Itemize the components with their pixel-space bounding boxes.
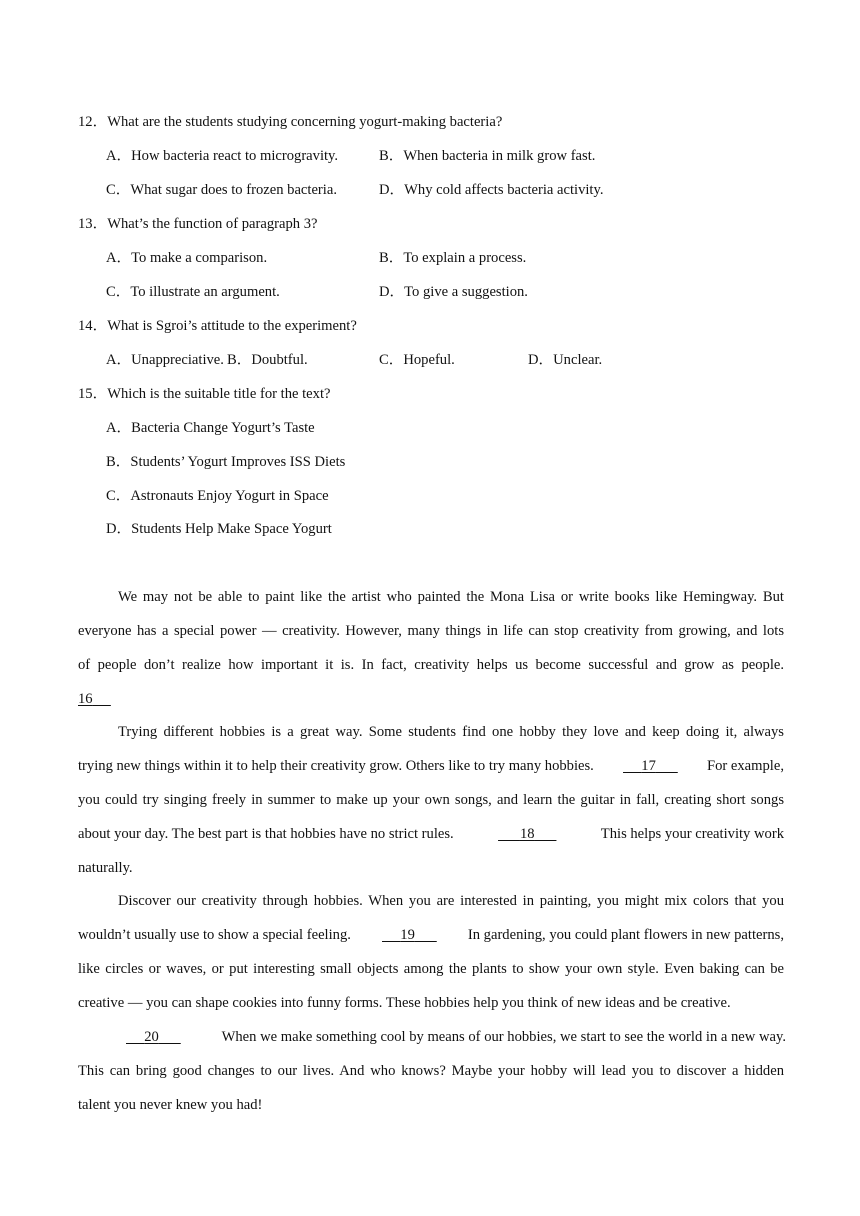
question-12-stem: 12．What are the students studying concerning yogurt-making bacteria? xyxy=(78,114,503,130)
blank-16[interactable]: 16 xyxy=(78,691,93,707)
question-15-option-d[interactable]: D．Students Help Make Space Yogurt xyxy=(106,521,332,537)
p1-line-1: We may not be able to paint like the artist who painted the Mona Lisa or write books like Hemingway. But xyxy=(118,589,784,605)
p1-line-3: of people don’t realize how important it is. In fact, creativity helps us become successful and grow as people. xyxy=(78,657,784,673)
question-13-option-c[interactable]: C．To illustrate an argument. xyxy=(106,284,280,300)
question-12-option-d[interactable]: D．Why cold affects bacteria activity. xyxy=(379,182,604,198)
p3-line-2b: In gardening, you could plant flowers in new patterns, xyxy=(467,927,784,943)
p2-line-4a: about your day. The best part is that hobbies have no strict rules. xyxy=(78,826,454,842)
p2-line-1: Trying different hobbies is a great way. Some students find one hobby they love and keep doing it, always xyxy=(118,724,784,740)
p1-line-2: everyone has a special power — creativity. However, many things in life can stop creativity from growing, and lots xyxy=(78,623,784,639)
question-13-option-b[interactable]: B．To explain a process. xyxy=(379,250,527,266)
p3-line-1: Discover our creativity through hobbies. When you are interested in painting, you might mix colors that you xyxy=(118,893,784,909)
p3-line-4: creative — you can shape cookies into funny forms. These hobbies help you think of new ideas and be creative. xyxy=(78,995,731,1011)
blank-19[interactable]: 19 xyxy=(400,927,415,943)
blank-20[interactable]: 20 xyxy=(144,1029,159,1045)
question-14-option-c[interactable]: C．Hopeful. xyxy=(379,352,455,368)
question-12-option-b[interactable]: B．When bacteria in milk grow fast. xyxy=(379,148,596,164)
p3-line-2a: wouldn’t usually use to show a special feeling. xyxy=(78,927,351,943)
blank-17[interactable]: 17 xyxy=(641,758,656,774)
question-14-option-b[interactable]: B．Doubtful. xyxy=(227,352,308,368)
question-14-option-d[interactable]: D．Unclear. xyxy=(528,352,603,368)
question-12-option-c[interactable]: C．What sugar does to frozen bacteria. xyxy=(106,182,337,198)
question-13-stem: 13．What’s the function of paragraph 3? xyxy=(78,216,318,232)
p4-line-2: This can bring good changes to our lives. And who knows? Maybe your hobby will lead you to discover a hidden xyxy=(78,1063,784,1079)
question-15-option-c[interactable]: C．Astronauts Enjoy Yogurt in Space xyxy=(106,488,329,504)
question-15-option-b[interactable]: B．Students’ Yogurt Improves ISS Diets xyxy=(106,454,346,470)
p4-line-1: When we make something cool by means of our hobbies, we start to see the world in a new way. xyxy=(221,1029,786,1045)
question-12-option-a[interactable]: A．How bacteria react to microgravity. xyxy=(106,148,339,164)
p2-line-2b: For example, xyxy=(706,758,784,774)
question-14-stem: 14．What is Sgroi’s attitude to the experiment? xyxy=(78,318,357,334)
question-15-option-a[interactable]: A．Bacteria Change Yogurt’s Taste xyxy=(106,420,315,436)
p2-line-2a: trying new things within it to help their creativity grow. Others like to try many hobbies. xyxy=(78,758,594,774)
question-13-option-a[interactable]: A．To make a comparison. xyxy=(106,250,268,266)
question-15-stem: 15．Which is the suitable title for the text? xyxy=(78,386,331,402)
p2-line-5: naturally. xyxy=(78,860,133,876)
p3-line-3: like circles or waves, or put interesting small objects among the plants to show your own style. Even baking can be xyxy=(78,961,784,977)
question-14-option-a[interactable]: A．Unappreciative. xyxy=(106,352,224,368)
p2-line-4b: This helps your creativity work xyxy=(600,826,784,842)
p2-line-3: you could try singing freely in summer to make up your own songs, and learn the guitar in fall, creating short songs xyxy=(78,792,784,808)
question-13-option-d[interactable]: D．To give a suggestion. xyxy=(379,284,528,300)
p4-line-3: talent you never knew you had! xyxy=(78,1097,263,1113)
blank-18[interactable]: 18 xyxy=(519,826,535,842)
